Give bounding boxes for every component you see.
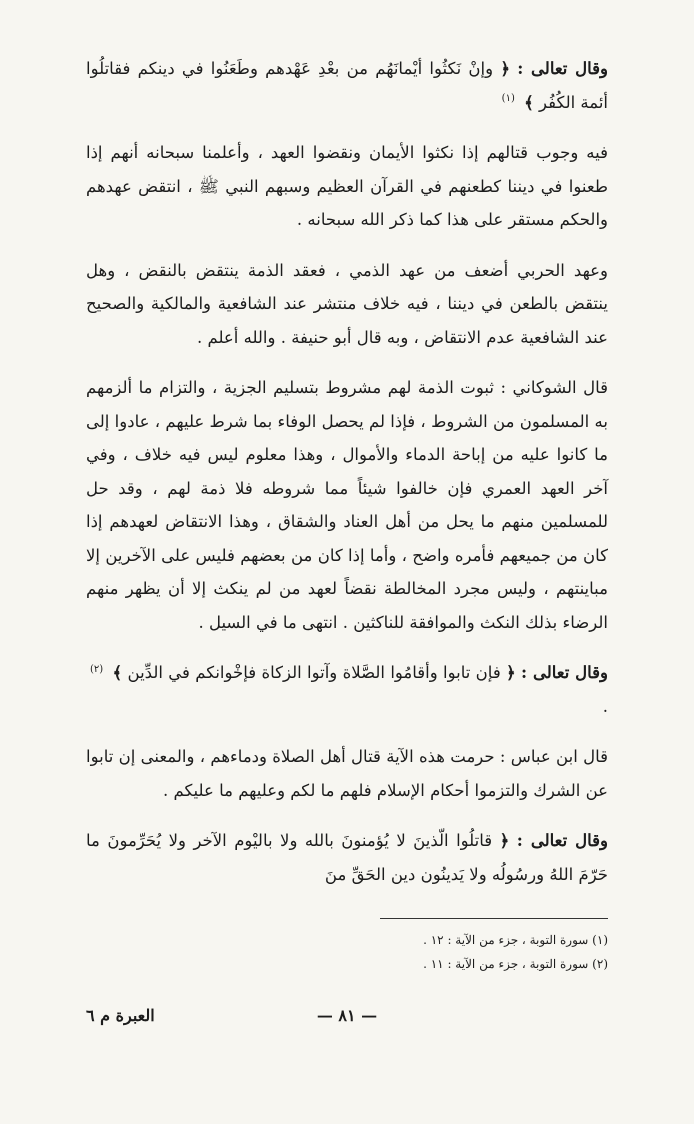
paragraph-commentary-1: فيه وجوب قتالهم إذا نكثوا الأيمان ونقضوا العهد ، وأعلمنا سبحانه أنهم إذا طعنوا في ديننا كطعنهم في القرآن العظيم وسبهم النبي ﷺ ، انتقض عهدهم والحكم مستقر على هذا كما ذكر الله سبحانه . — [86, 143, 608, 229]
verse-text: قاتلُوا الّذينَ لا يُؤمنونَ بالله ولا باليْوم الآخر ولا يُحَرِّمونَ ما حَرّمَ اللهُ ورسُولُه ولا يَدينُون دين الحَقِّ منَ — [86, 831, 608, 884]
signature-mark: العبرة م ٦ — [86, 1006, 155, 1025]
verse-lead: وقال تعالى : — [517, 59, 608, 78]
verse-lead: وقال تعالى : — [516, 831, 609, 850]
paragraph-verse-3 — [86, 824, 608, 891]
quran-bracket-open: ﴿ — [499, 831, 510, 850]
paragraph-verse-1 — [86, 52, 608, 119]
verse-text: وإنْ نَكثُوا أيْمانَهُم من بعْدِ عَهْدهم وطَعَنُوا في دينكم فقاتلُوا أئمة الكُفُر — [86, 59, 608, 112]
page-footer — [86, 1006, 608, 1036]
quran-bracket-close: ﴾ — [112, 663, 123, 682]
footnote-ref-2: (٢) — [90, 663, 104, 675]
quran-bracket-open: ﴿ — [506, 663, 516, 682]
page-body — [86, 52, 608, 908]
paragraph-commentary-2: وعهد الحربي أضعف من عهد الذمي ، فعقد الذمة ينتقض بالنقض ، وهل ينتقض بالطعن في ديننا ، فيه خلاف منتشر عند الشافعية والمالكية والصحيح عند الشافعية عدم الانتقاض ، وبه قال أبو حنيفة . والله أعلم . — [86, 260, 608, 347]
footnote-divider — [380, 918, 608, 919]
paragraph-shawkani: قال الشوكاني : ثبوت الذمة لهم مشروط بتسليم الجزية ، والتزام ما ألزمهم به المسلمون من الشروط ، فإذا لم يحصل الوفاء بما شرط عليهم ، عادوا إلى ما كانوا عليه من إباحة الدماء والأموال ، وهذا معلوم ليس فيه خلاف ، وفي آخر العهد العمري فإن خالفوا شيئاً مما شروطه فلا ذمة لهم ، وقد حل للمسلمين منهم ما يحل من أهل العناد والشقاق ، وهذا الانتقاض لعهدهم إذا كان من جميعهم فأمره واضح ، وأما إذا كان من بعضهم فليس على الآخرين إلا مباينتهم ، وليس مجرد المخالطة نقضاً لعهد من لم ينكث إلا أن يظهر منهم الرضاء بذلك النكث والموافقة للناكثين . انتهى ما في السيل . — [86, 378, 608, 632]
verse-text: فإن تابوا وأقامُوا الصَّلاة وآتوا الزكاة فإخْوانكم في الدِّين — [127, 663, 501, 682]
paragraph-ibn-abbas: قال ابن عباس : حرمت هذه الآية قتال أهل الصلاة ودماءهم ، والمعنى إن تابوا عن الشرك والتزموا أحكام الإسلام فلهم ما لكم وعليهم ما عليكم . — [86, 747, 608, 800]
page-number: — ٨١ — — [316, 1006, 378, 1025]
footnotes — [86, 928, 608, 976]
verse-end-period: . — [602, 696, 608, 716]
footnote-ref-1: (١) — [501, 93, 515, 104]
quran-bracket-open: ﴿ — [500, 59, 510, 78]
verse-lead: وقال تعالى : — [521, 663, 609, 682]
paragraph-verse-2 — [86, 656, 608, 723]
footnote-1: (١) سورة التوبة ، جزء من الآية : ١٢ . — [423, 933, 608, 947]
footnote-2: (٢) سورة التوبة ، جزء من الآية : ١١ . — [423, 957, 608, 971]
quran-bracket-close: ﴾ — [524, 92, 534, 112]
